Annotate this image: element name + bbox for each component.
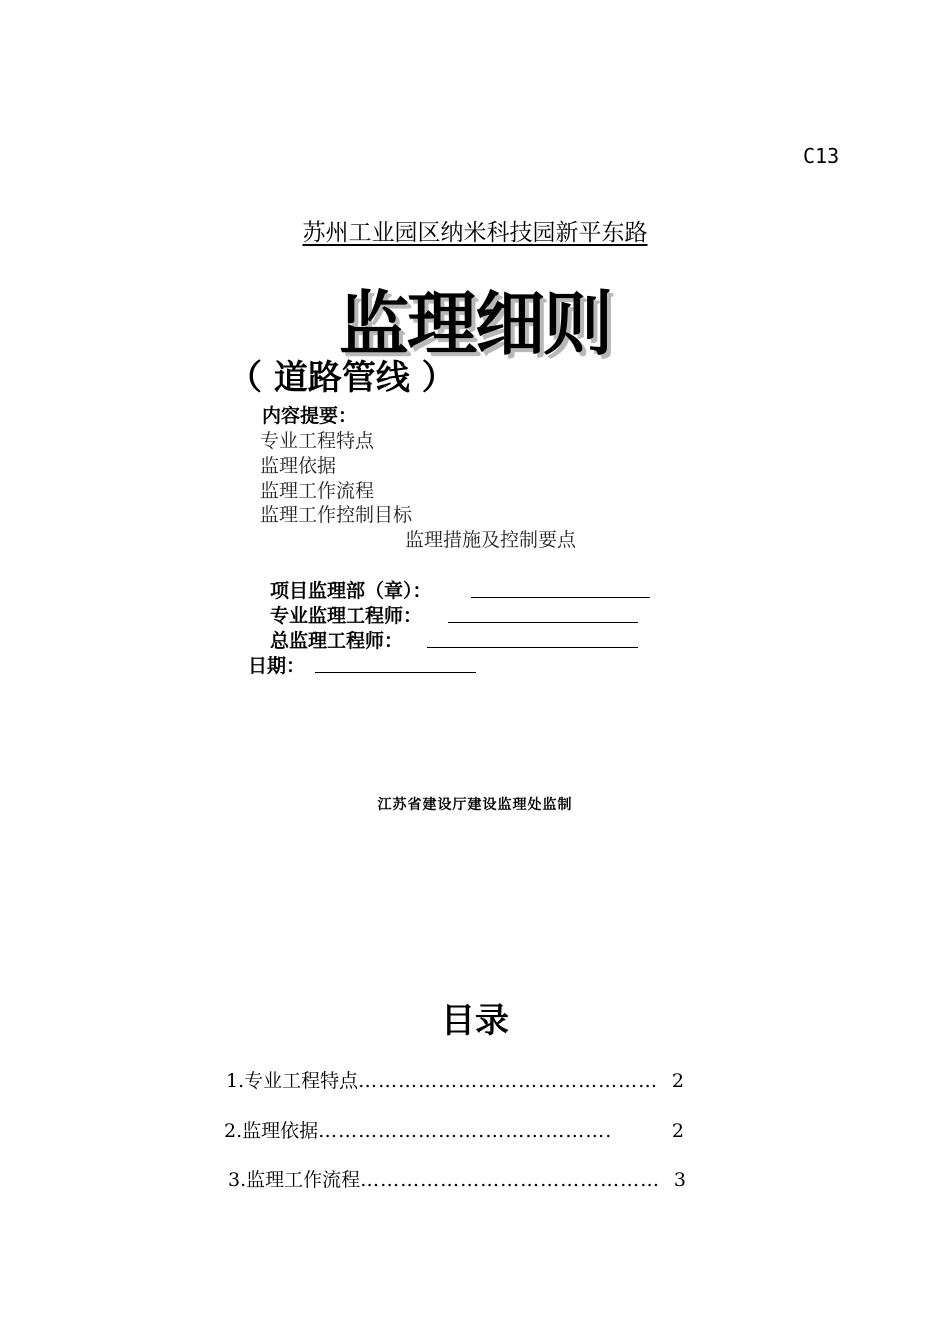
specialist-engineer-line[interactable] (448, 622, 638, 623)
project-name: 苏州工业园区纳米科技园新平东路 (302, 220, 648, 246)
toc-entry-label: 监理依据 (242, 1120, 319, 1142)
document-code: C13 (803, 144, 840, 168)
toc-entry[interactable] (226, 1066, 684, 1093)
toc-entry-number: 1. (226, 1070, 245, 1092)
toc-entry-leader: …………………….………………. (318, 1120, 613, 1142)
toc-entry-page: 2 (671, 1070, 684, 1092)
chief-engineer-line[interactable] (427, 647, 638, 648)
specialist-engineer-label: 专业监理工程师： (270, 605, 423, 627)
toc-entry-number: 3. (228, 1169, 247, 1191)
toc-entry-leader: ……………………………………… (360, 1169, 661, 1191)
issuer-line: 江苏省建设厅建设监理处监制 (377, 797, 573, 813)
toc-entry[interactable] (224, 1116, 684, 1143)
chief-engineer-label: 总监理工程师： (270, 630, 404, 652)
toc-entry-page: 2 (671, 1120, 684, 1142)
date-line[interactable] (315, 672, 476, 673)
dept-seal-label: 项目监理部（章）： (270, 580, 432, 602)
toc-entry-leader: ……………………………………… (358, 1070, 659, 1092)
summary-item: 监理措施及控制要点 (405, 529, 577, 551)
dept-seal-line[interactable] (471, 597, 650, 598)
toc-title: 目录 (441, 1001, 509, 1041)
summary-item: 监理工作控制目标 (260, 504, 413, 526)
document-subtitle: （ 道路管线 ） (228, 358, 456, 398)
document-title: 监理细则 (339, 283, 611, 365)
toc-entry[interactable] (228, 1165, 686, 1192)
summary-item: 监理工作流程 (260, 480, 375, 502)
toc-entry-page: 3 (673, 1169, 686, 1191)
summary-item: 监理依据 (260, 455, 337, 477)
summary-item: 专业工程特点 (260, 430, 375, 452)
toc-entry-number: 2. (224, 1120, 243, 1142)
toc-entry-label: 监理工作流程 (246, 1169, 361, 1191)
date-label: 日期： (248, 655, 306, 677)
summary-heading: 内容提要： (262, 405, 358, 427)
toc-entry-label: 专业工程特点 (244, 1070, 359, 1092)
